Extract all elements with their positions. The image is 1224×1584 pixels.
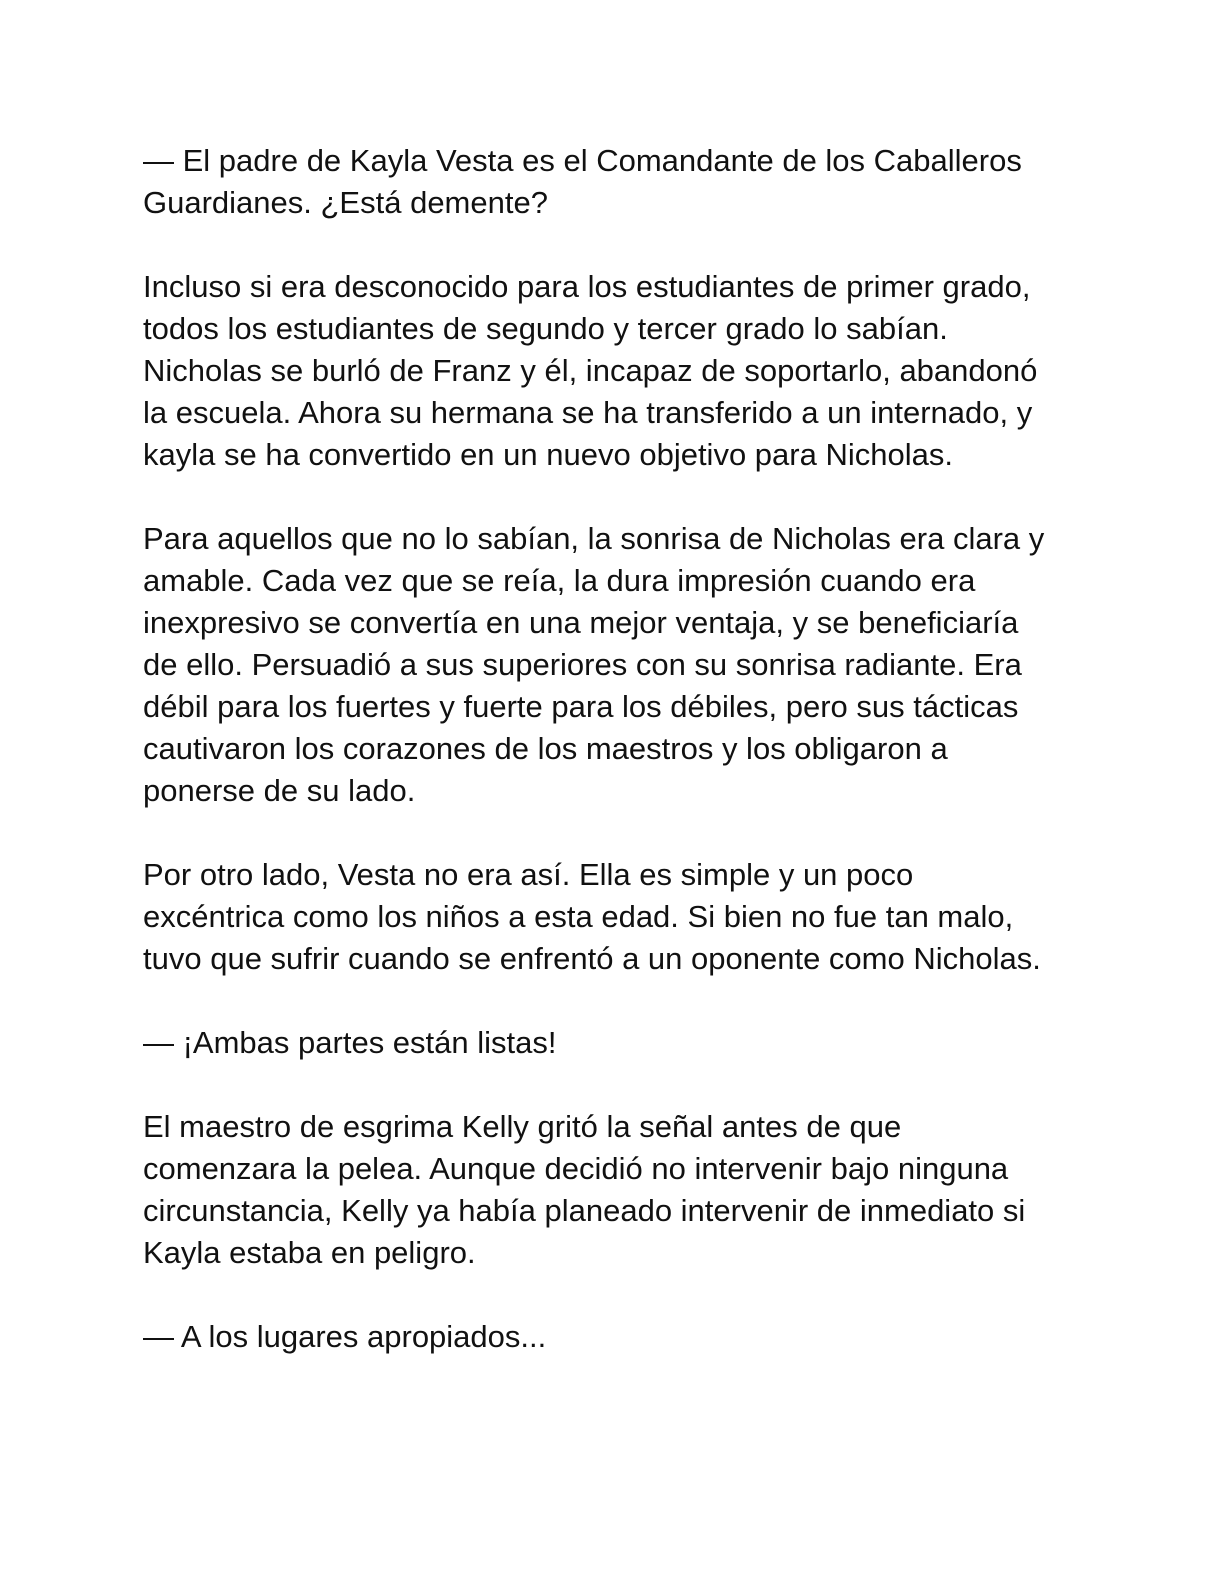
text-line: amable. Cada vez que se reía, la dura impresión cuando era (143, 563, 976, 598)
document-body (143, 140, 1083, 1400)
paragraph-5 (143, 1022, 1083, 1064)
text-line: todos los estudiantes de segundo y tercer grado lo sabían. (143, 311, 948, 346)
text-line: cautivaron los corazones de los maestros y los obligaron a (143, 731, 948, 766)
text-line: Nicholas se burló de Franz y él, incapaz de soportarlo, abandonó (143, 353, 1038, 388)
text-line: la escuela. Ahora su hermana se ha transferido a un internado, y (143, 395, 1033, 430)
paragraph-4 (143, 854, 1083, 980)
text-line: comenzara la pelea. Aunque decidió no intervenir bajo ninguna (143, 1151, 1009, 1186)
text-line: de ello. Persuadió a sus superiores con su sonrisa radiante. Era (143, 647, 1022, 682)
paragraph-7 (143, 1316, 1083, 1358)
paragraph-2 (143, 266, 1083, 476)
text-line: El maestro de esgrima Kelly gritó la señal antes de que (143, 1109, 902, 1144)
text-line: Incluso si era desconocido para los estudiantes de primer grado, (143, 269, 1031, 304)
text-line: Guardianes. ¿Está demente? (143, 185, 548, 220)
text-line: Por otro lado, Vesta no era así. Ella es simple y un poco (143, 857, 914, 892)
text-line: — A los lugares apropiados... (143, 1319, 547, 1354)
text-line: — ¡Ambas partes están listas! (143, 1025, 557, 1060)
paragraph-1 (143, 140, 1083, 224)
text-line: — El padre de Kayla Vesta es el Comandante de los Caballeros (143, 143, 1022, 178)
text-line: excéntrica como los niños a esta edad. Si bien no fue tan malo, (143, 899, 1014, 934)
text-line: Para aquellos que no lo sabían, la sonrisa de Nicholas era clara y (143, 521, 1045, 556)
text-line: kayla se ha convertido en un nuevo objetivo para Nicholas. (143, 437, 953, 472)
text-line: Kayla estaba en peligro. (143, 1235, 476, 1270)
text-line: inexpresivo se convertía en una mejor ventaja, y se beneficiaría (143, 605, 1019, 640)
text-line: débil para los fuertes y fuerte para los débiles, pero sus tácticas (143, 689, 1019, 724)
text-line: tuvo que sufrir cuando se enfrentó a un oponente como Nicholas. (143, 941, 1041, 976)
paragraph-6 (143, 1106, 1083, 1274)
text-line: circunstancia, Kelly ya había planeado intervenir de inmediato si (143, 1193, 1026, 1228)
text-line: ponerse de su lado. (143, 773, 416, 808)
paragraph-3 (143, 518, 1083, 812)
